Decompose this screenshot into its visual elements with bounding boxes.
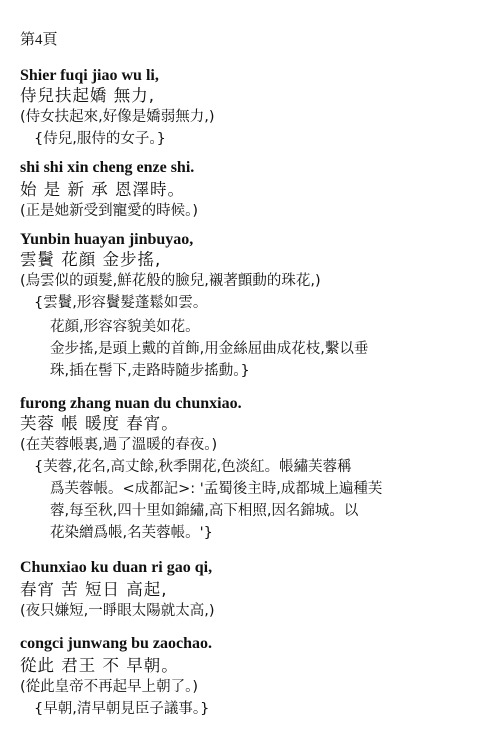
annotation-line: {芙蓉,花名,高丈餘,秋季開花,色淡紅。帳繡芙蓉稱 [34,459,352,475]
verse-line: 始 是 新 承 恩澤時。 [20,180,185,199]
translation-line: (在芙蓉帳裏,過了溫暖的春夜。) [20,437,218,453]
annotation-line: 爲芙蓉帳。<成都記>: '孟蜀後主時,成都城上遍種芙 [50,481,383,497]
pinyin-line: furong zhang nuan du chunxiao. [20,395,242,412]
verse-line: 芙蓉 帳 暖度 春宵。 [20,414,179,433]
translation-line: (正是她新受到寵愛的時候。) [20,203,199,219]
annotation-line: {雲鬢,形容鬢髮蓬鬆如雲。 [34,295,208,311]
annotation-line: 珠,插在髻下,走路時隨步搖動。} [50,363,250,379]
pinyin-line: shi shi xin cheng enze shi. [20,159,195,176]
verse-line: 春宵 苦 短日 高起, [20,580,168,599]
annotation-line: {早朝,清早朝見臣子議事。} [34,701,210,717]
verse-line: 從此 君王 不 早朝。 [20,656,179,675]
translation-line: (從此皇帝不再起早上朝了。) [20,679,199,695]
annotation-line: {侍兒,服侍的女子。} [34,131,166,147]
translation-line: (侍女扶起來,好像是嬌弱無力,) [20,109,215,125]
translation-line: (烏雲似的頭髮,鮮花般的臉兒,襯著顫動的珠花,) [20,273,321,289]
annotation-line: 蓉,每至秋,四十里如錦繡,高下相照,因名錦城。以 [50,503,359,519]
pinyin-line: Shier fuqi jiao wu li, [20,67,159,84]
annotation-line: 金步搖,是頭上戴的首飾,用金絲屈曲成花枝,繫以垂 [50,341,369,357]
annotation-line: 花顔,形容容貌美如花。 [50,319,200,335]
pinyin-line: Chunxiao ku duan ri gao qi, [20,559,213,576]
annotation-line: 花染繒爲帳,名芙蓉帳。'} [50,525,213,541]
verse-line: 侍兒扶起嬌 無力, [20,86,155,105]
verse-line: 雲鬢 花顔 金步搖, [20,250,162,269]
pinyin-line: congci junwang bu zaochao. [20,635,213,652]
page-label: 第4頁 [20,32,58,48]
translation-line: (夜只嫌短,一睜眼太陽就太高,) [20,603,215,619]
pinyin-line: Yunbin huayan jinbuyao, [20,231,194,248]
